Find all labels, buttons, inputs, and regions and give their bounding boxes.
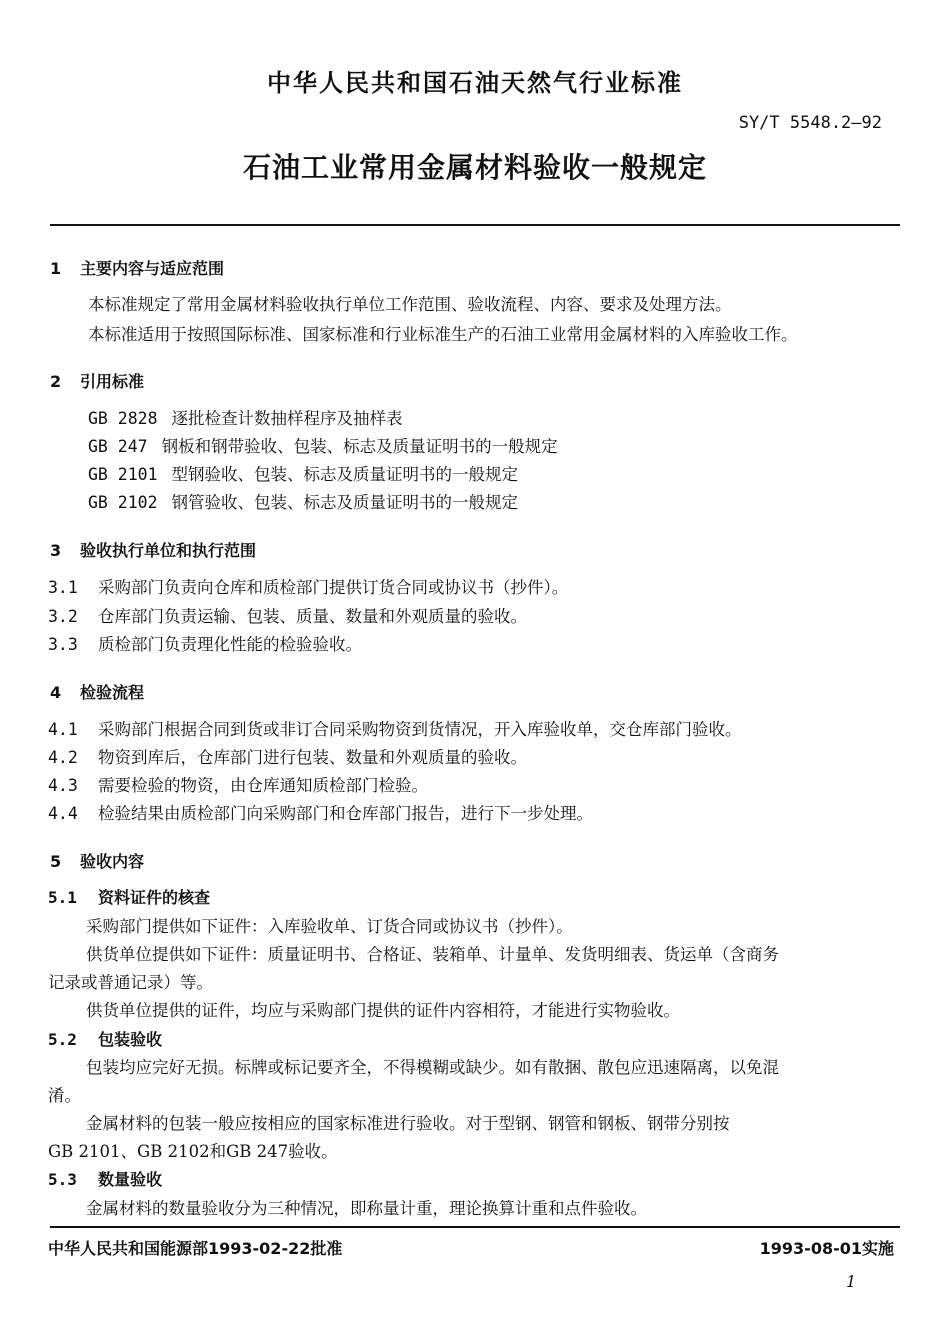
document-title: 石油工业常用金属材料验收一般规定 [242,151,707,184]
reference-title: 型钢验收、包装、标志及质量证明书的一般规定 [171,465,519,484]
reference-item [88,461,518,485]
clause-number: 4.1 [48,720,78,739]
subsection-5-1-heading [48,885,210,908]
page-number: 1 [846,1272,857,1291]
paragraph-continuation: 记录或普通记录）等。 [48,973,213,992]
clause-item [48,772,428,796]
header-rule [50,224,900,226]
reference-code: GB 2101 [88,465,158,484]
section-title: 主要内容与适应范围 [80,259,225,278]
reference-title: 钢管验收、包装、标志及质量证明书的一般规定 [171,493,519,512]
reference-code: GB 2828 [88,409,158,428]
clause-item [48,574,568,598]
section-4-heading [50,680,144,703]
clause-number: 4.2 [48,748,78,767]
section-title: 引用标准 [80,372,145,391]
reference-item [88,405,403,429]
reference-code: GB 2102 [88,493,158,512]
subsection-5-3-heading [48,1167,162,1190]
clause-text: 采购部门根据合同到货或非订合同采购物资到货情况，开入库验收单，交仓库部门验收。 [98,720,742,739]
clause-text: 检验结果由质检部门向采购部门和仓库部门报告，进行下一步处理。 [98,804,593,823]
section-1-heading [50,256,224,279]
header-organization: 中华人民共和国石油天然气行业标准 [267,69,683,97]
clause-number: 3.1 [48,578,78,597]
section-title: 验收执行单位和执行范围 [80,541,257,560]
clause-text: 需要检验的物资，由仓库通知质检部门检验。 [98,776,428,795]
paragraph: 本标准适用于按照国际标准、国家标准和行业标准生产的石油工业常用金属材料的入库验收工作。 [88,325,798,344]
paragraph: 金属材料的数量验收分为三种情况，即称量计重，理论换算计重和点件验收。 [86,1199,647,1218]
clause-text: 仓库部门负责运输、包装、质量、数量和外观质量的验收。 [98,607,527,626]
clause-number: 5.2 [48,1030,77,1049]
clause-number: 5.3 [48,1170,77,1189]
section-number: 5 [50,852,62,871]
subsection-5-2-heading [48,1027,162,1050]
clause-number: 4.4 [48,804,78,823]
section-title: 验收内容 [80,852,145,871]
paragraph-continuation: GB 2101、GB 2102和GB 247验收。 [48,1142,338,1161]
clause-number: 5.1 [48,888,77,907]
paragraph: 供货单位提供的证件，均应与采购部门提供的证件内容相符，才能进行实物验收。 [86,1001,680,1020]
standard-code: SY/T 5548.2—92 [738,113,882,133]
reference-item [88,489,518,513]
paragraph: 采购部门提供如下证件：入库验收单、订货合同或协议书（抄件）。 [86,917,573,936]
section-5-heading [50,849,144,872]
clause-number: 3.3 [48,635,78,654]
approval-line: 中华人民共和国能源部1993-02-22批准 [48,1239,343,1258]
clause-item [48,603,527,627]
section-number: 3 [50,541,62,560]
footer-rule [50,1226,900,1228]
subsection-title: 数量验收 [98,1170,163,1189]
clause-number: 4.3 [48,776,78,795]
reference-item [88,433,558,457]
section-title: 检验流程 [80,683,145,702]
clause-text: 质检部门负责理化性能的检验验收。 [98,635,362,654]
paragraph: 本标准规定了常用金属材料验收执行单位工作范围、验收流程、内容、要求及处理方法。 [88,295,732,314]
clause-item [48,631,362,655]
clause-text: 物资到库后，仓库部门进行包装、数量和外观质量的验收。 [98,748,527,767]
section-2-heading [50,369,144,392]
section-number: 2 [50,372,62,391]
section-number: 1 [50,259,62,278]
reference-title: 钢板和钢带验收、包装、标志及质量证明书的一般规定 [161,437,558,456]
subsection-title: 包装验收 [98,1030,163,1049]
clause-number: 3.2 [48,607,78,626]
section-3-heading [50,538,256,561]
paragraph: 金属材料的包装一般应按相应的国家标准进行验收。对于型钢、钢管和钢板、钢带分别按 [86,1114,730,1133]
paragraph-continuation: 淆。 [48,1086,81,1105]
clause-text: 采购部门负责向仓库和质检部门提供订货合同或协议书（抄件）。 [98,578,569,597]
subsection-title: 资料证件的核查 [98,888,211,907]
clause-item [48,800,593,824]
paragraph: 包装均应完好无损。标牌或标记要齐全，不得模糊或缺少。如有散捆、散包应迅速隔离，以免混 [86,1058,779,1077]
section-number: 4 [50,683,62,702]
reference-title: 逐批检查计数抽样程序及抽样表 [171,409,403,428]
paragraph: 供货单位提供如下证件：质量证明书、合格证、装箱单、计量单、发货明细表、货运单（含商务 [86,945,779,964]
clause-item [48,744,527,768]
reference-code: GB 247 [88,437,148,456]
effective-date: 1993-08-01实施 [759,1239,894,1258]
clause-item [48,716,742,740]
